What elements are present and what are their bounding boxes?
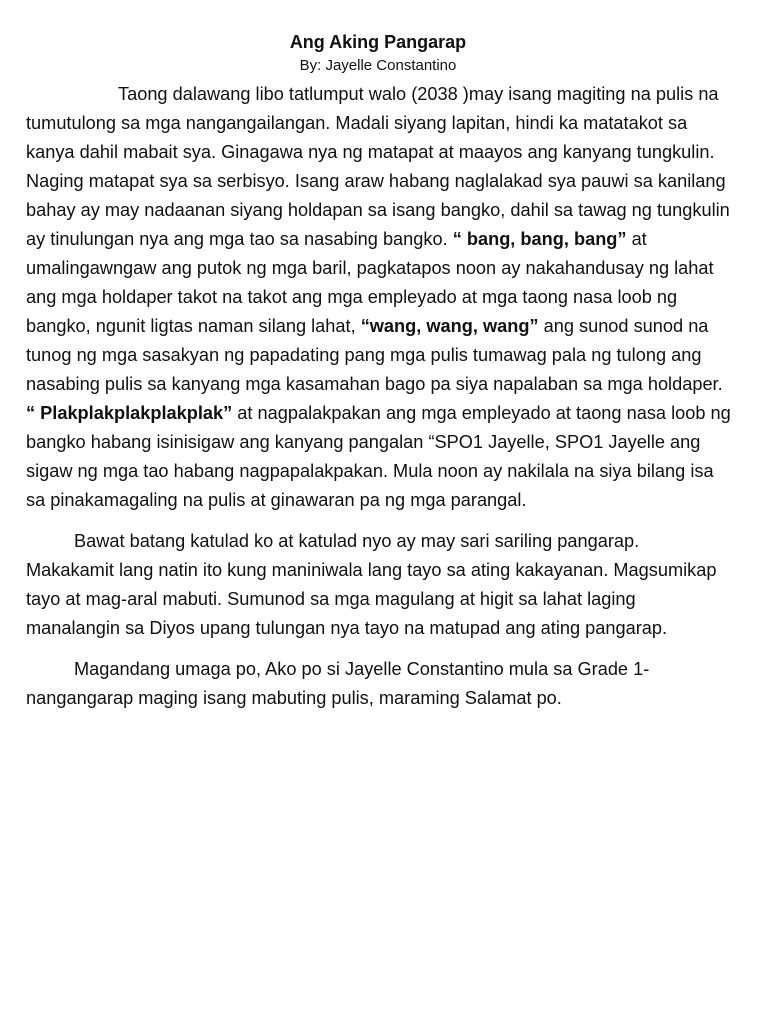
document-title: Ang Aking Pangarap [289, 32, 467, 52]
paragraph-1 [26, 80, 732, 515]
document-body [26, 80, 732, 713]
paragraph-1-bold-1: “ bang, bang, bang” [452, 229, 627, 249]
paragraph-1-bold-3: “ Plakplakplakplakplak” [26, 403, 233, 423]
paragraph-1-text-1: Taong dalawang libo tatlumput walo (2038 )may isang magiting na pulis na tumutulong sa mga nangangailangan. Madali siyang lapitan, hindi ka matatakot sa kanya dahil mabait sya. Ginagawa nya ng matapat at maayos ang kanyang tungkulin. Naging matapat sya sa serbisyo. Isang araw habang naglalakad sya pauwi sa kanilang bahay ay may nadaanan siyang holdapan sa isang bangko, dahil sa tawag ng tungkulin ay tinulungan nya ang mga tao sa nasabing bangko. [26, 84, 730, 249]
paragraph-3: Magandang umaga po, Ako po si Jayelle Constantino mula sa Grade 1-nangangarap maging isang mabuting pulis, maraming Salamat po. [26, 659, 650, 708]
document-byline: By: Jayelle Constantino [299, 57, 457, 74]
paragraph-1-text-3: ang sunod sunod na tunog ng mga sasakyan ng papadating pang mga pulis tumawag pala ng tulong ang nasabing pulis sa kanyang mga kasamahan bago pa siya napalaban sa mga holdaper. [26, 316, 723, 394]
paragraph-1-text-2: at umalingawngaw ang putok ng mga baril, pagkatapos noon ay nakahandusay ng lahat ang mga holdaper takot na takot ang mga empleyado at mga taong nasa loob ng bangko, ngunit ligtas naman silang lahat, [26, 229, 714, 336]
paragraph-1-text-4: at nagpalakpakan ang mga empleyado at taong nasa loob ng bangko habang isinisigaw ang kanyang pangalan “SPO1 Jayelle, SPO1 Jayelle ang sigaw ng mga tao habang nagpapalakpakan. Mula noon ay nakilala na siya bilang isa sa pinakamagaling na pulis at ginawaran pa ng mga parangal. [26, 403, 731, 510]
paragraph-2: Bawat batang katulad ko at katulad nyo ay may sari sariling pangarap. Makakamit lang natin ito kung maniniwala lang tayo sa ating kakayanan. Magsumikap tayo at mag-aral mabuti. Sumunod sa mga magulang at higit sa lahat laging manalangin sa Diyos upang tulungan nya tayo na matupad ang ating pangarap. [26, 531, 717, 638]
paragraph-1-bold-2: “wang, wang, wang” [360, 316, 539, 336]
